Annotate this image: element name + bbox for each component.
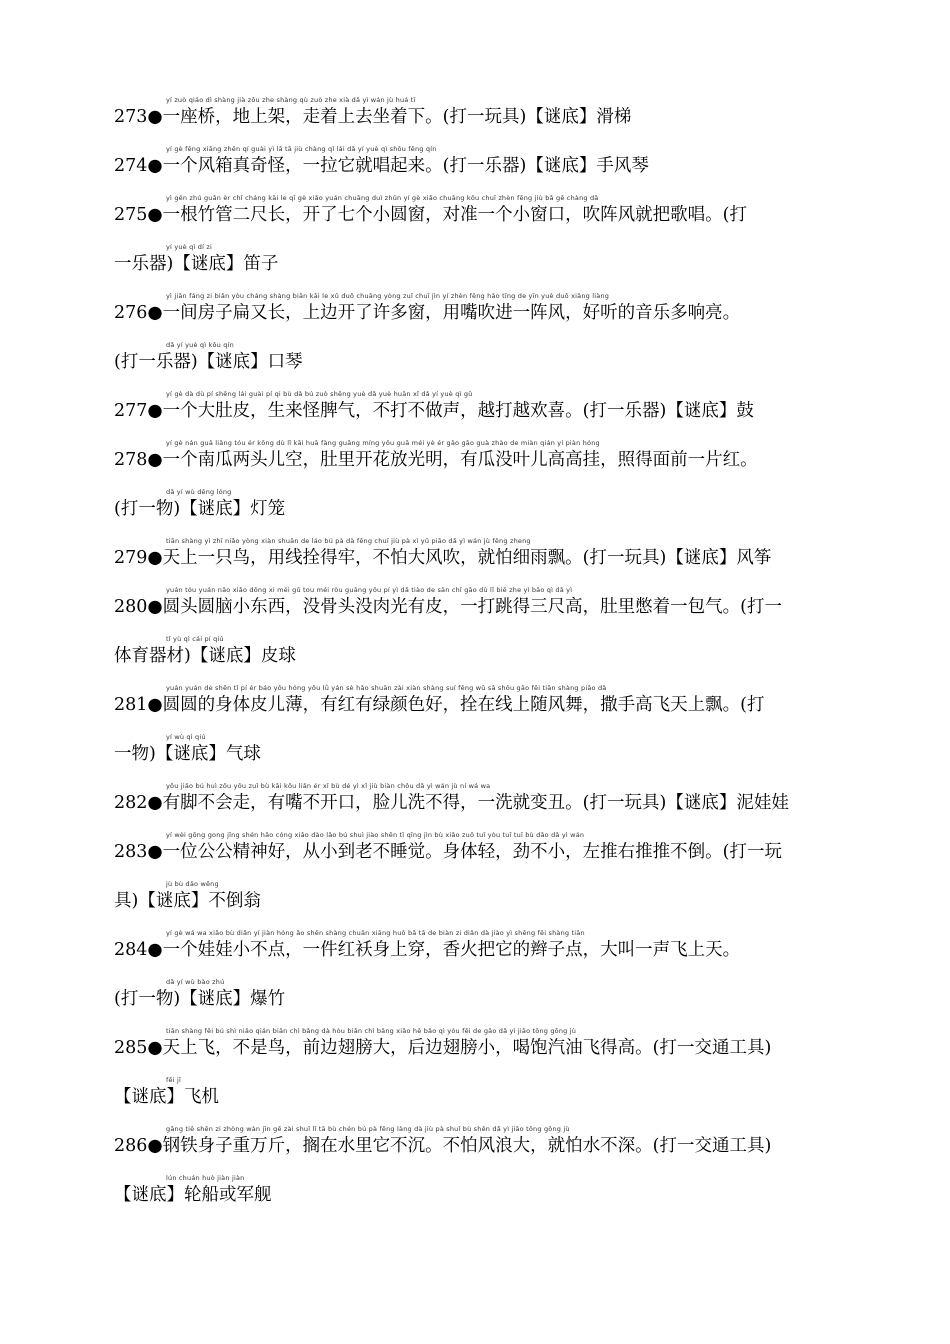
pinyin-annotation: yí wù qì qiú bbox=[166, 733, 206, 741]
pinyin-annotation: yì jiān fáng zi biǎn yòu cháng shàng biān kāi le xǔ duō chuāng yòng zuǐ chuī jìn yí zhèn fēng hǎo tīng de yīn yuè duō xiǎng liàng bbox=[166, 292, 610, 300]
riddle-line bbox=[114, 96, 862, 129]
riddle-item bbox=[114, 684, 862, 782]
riddle-text: 276●一间房子扁又长，上边开了许多窗，用嘴吹进一阵风，好听的音乐多响亮。 bbox=[114, 303, 741, 323]
riddle-text: 体育器材)【谜底】皮球 bbox=[114, 646, 296, 666]
riddle-text: 281●圆圆的身体皮儿薄，有红有绿颜色好，拴在线上随风舞，撒手高飞天上飘。(打 bbox=[114, 695, 765, 715]
pinyin-annotation: yí wèi gōng gong jīng shén hǎo cóng xiǎo dào lǎo bú shuì jiào shēn tǐ qīng jìn bù xiǎo zuǒ tuī yòu tuī tuī bù dǎo dǎ yì wán bbox=[166, 831, 585, 839]
riddle-line bbox=[114, 929, 862, 962]
riddle-text: 280●圆头圆脑小东西，没骨头没肉光有皮，一打跳得三尺高，肚里憋着一包气。(打一 bbox=[114, 597, 782, 617]
pinyin-annotation: yì gēn zhú guǎn èr chǐ cháng kāi le qī gè xiǎo yuán chuāng duì zhǔn yí gè xiǎo chuāng kǒu chuī zhèn fēng jiù bǎ gē chàng dǎ bbox=[166, 194, 599, 202]
riddle-item bbox=[114, 586, 862, 684]
riddle-line bbox=[114, 390, 862, 423]
riddle-text: 278●一个南瓜两头儿空，肚里开花放光明，有瓜没叶儿高高挂，照得面前一片红。 bbox=[114, 450, 758, 470]
riddle-text: 286●钢铁身子重万斤，搁在水里它不沉。不怕风浪大，就怕水不深。(打一交通工具) bbox=[114, 1136, 772, 1156]
pinyin-annotation: gāng tiě shēn zi zhòng wàn jīn gē zài shuǐ lǐ tā bù chén bú pà fēng làng dà jiù pà shuǐ bù shēn dǎ yì jiāo tōng gōng jù bbox=[166, 1125, 570, 1133]
pinyin-annotation: dǎ yí wù dēng lóng bbox=[166, 488, 232, 496]
riddle-item bbox=[114, 292, 862, 390]
pinyin-annotation: tiān shàng fēi bú shì niǎo qián biān chì bǎng dà hòu biān chì bǎng xiǎo hē bǎo qì yóu fēi de gāo dǎ yì jiāo tōng gōng jù bbox=[166, 1027, 577, 1035]
pinyin-annotation: lún chuán huò jiàn jiàn bbox=[166, 1174, 245, 1182]
pinyin-annotation: yí zuò qiáo dì shàng jià zǒu zhe shàng qù zuò zhe xià dǎ yì wán jù huá tī bbox=[166, 96, 416, 104]
riddle-line bbox=[114, 145, 862, 178]
riddle-item bbox=[114, 194, 862, 292]
riddle-item bbox=[114, 96, 862, 145]
riddle-text: 【谜底】轮船或军舰 bbox=[114, 1185, 272, 1205]
riddle-text: (打一物)【谜底】灯笼 bbox=[114, 499, 286, 519]
pinyin-annotation: yí gè dà dù pí shēng lái guài pí qi bù dǎ bú zuò shēng yuè dǎ yuè huān xǐ dǎ yí yuè qì gǔ bbox=[166, 390, 473, 398]
pinyin-annotation: tǐ yù qì cái pí qiú bbox=[166, 635, 224, 643]
pinyin-annotation: yí gè fēng xiāng zhēn qí guài yì lā tā jiù chàng qǐ lái dǎ yí yuè qì shǒu fēng qín bbox=[166, 145, 437, 153]
pinyin-annotation: yí yuè qì dí zi bbox=[166, 243, 212, 251]
pinyin-annotation: yuán yuán de shēn tǐ pí ér báo yǒu hóng yǒu lǜ yán sè hǎo shuān zài xiàn shàng suí fēng wǔ sā shǒu gāo fēi tiān shàng piāo dǎ bbox=[166, 684, 607, 692]
pinyin-annotation: yǒu jiǎo bú huì zǒu yǒu zuǐ bù kāi kǒu liǎn ér xǐ bù dé yì xǐ jiù biàn chǒu dǎ yì wán jù ní wá wa bbox=[166, 782, 491, 790]
riddle-line bbox=[114, 733, 862, 766]
riddle-text: 285●天上飞，不是鸟，前边翅膀大，后边翅膀小，喝饱汽油飞得高。(打一交通工具) bbox=[114, 1038, 772, 1058]
riddle-line bbox=[114, 243, 862, 276]
pinyin-annotation: tiān shàng yì zhī niǎo yòng xiàn shuān de láo bú pà dà fēng chuī jiù pà xì yǔ piāo dǎ yì wán jù fēng zheng bbox=[166, 537, 531, 545]
riddle-item bbox=[114, 537, 862, 586]
riddle-text: (打一乐器)【谜底】口琴 bbox=[114, 352, 303, 372]
riddle-item bbox=[114, 782, 862, 831]
riddle-text: 274●一个风箱真奇怪，一拉它就唱起来。(打一乐器)【谜底】手风琴 bbox=[114, 156, 649, 176]
pinyin-annotation: fēi jī bbox=[166, 1076, 181, 1084]
riddle-line bbox=[114, 537, 862, 570]
riddle-text: 283●一位公公精神好，从小到老不睡觉。身体轻，劲不小，左推右推推不倒。(打一玩 bbox=[114, 842, 782, 862]
riddle-text: 一乐器)【谜底】笛子 bbox=[114, 254, 279, 274]
riddle-text: 284●一个娃娃小不点，一件红袄身上穿，香火把它的辫子点，大叫一声飞上天。 bbox=[114, 940, 741, 960]
riddle-text: 275●一根竹管二尺长，开了七个小圆窗，对准一个小窗口，吹阵风就把歌唱。(打 bbox=[114, 205, 747, 225]
riddle-line bbox=[114, 635, 862, 668]
riddle-item bbox=[114, 145, 862, 194]
riddle-line bbox=[114, 439, 862, 472]
pinyin-annotation: yí gè wá wa xiǎo bù diǎn yí jiàn hóng ǎo shēn shàng chuān xiāng huǒ bǎ tā de biàn zi diǎn dà jiào yì shēng fēi shàng tiān bbox=[166, 929, 585, 937]
riddle-item bbox=[114, 390, 862, 439]
riddle-item bbox=[114, 1027, 862, 1125]
riddle-text: 【谜底】飞机 bbox=[114, 1087, 219, 1107]
riddle-item bbox=[114, 929, 862, 1027]
riddle-text: 具)【谜底】不倒翁 bbox=[114, 891, 261, 911]
pinyin-annotation: jù bù dǎo wēng bbox=[166, 880, 219, 888]
pinyin-annotation: yí gè nán guā liǎng tóu ér kōng dù lǐ kāi huā fàng guāng míng yǒu guā méi yè ér gāo gāo guà zhào de miàn qián yí piàn hóng bbox=[166, 439, 600, 447]
riddle-text: 273●一座桥，地上架，走着上去坐着下。(打一玩具)【谜底】滑梯 bbox=[114, 107, 632, 127]
riddle-text: 282●有脚不会走，有嘴不开口，脸儿洗不得，一洗就变丑。(打一玩具)【谜底】泥娃娃 bbox=[114, 793, 789, 813]
riddle-line bbox=[114, 586, 862, 619]
riddle-item bbox=[114, 1125, 862, 1207]
riddle-item bbox=[114, 831, 862, 929]
riddle-line bbox=[114, 1076, 862, 1109]
riddle-line bbox=[114, 978, 862, 1011]
riddle-line bbox=[114, 1027, 862, 1060]
riddle-line bbox=[114, 880, 862, 913]
riddle-line bbox=[114, 194, 862, 227]
riddle-line bbox=[114, 1174, 862, 1207]
riddle-line bbox=[114, 292, 862, 325]
riddle-line bbox=[114, 684, 862, 717]
riddle-line bbox=[114, 488, 862, 521]
riddle-item bbox=[114, 439, 862, 537]
riddle-text: 一物)【谜底】气球 bbox=[114, 744, 261, 764]
riddle-line bbox=[114, 341, 862, 374]
riddle-line bbox=[114, 782, 862, 815]
riddle-line bbox=[114, 1125, 862, 1158]
riddle-text: 277●一个大肚皮，生来怪脾气，不打不做声，越打越欢喜。(打一乐器)【谜底】鼓 bbox=[114, 401, 754, 421]
riddle-text: 279●天上一只鸟，用线拴得牢，不怕大风吹，就怕细雨飘。(打一玩具)【谜底】风筝 bbox=[114, 548, 772, 568]
riddle-text: (打一物)【谜底】爆竹 bbox=[114, 989, 286, 1009]
pinyin-annotation: dǎ yí yuè qì kǒu qín bbox=[166, 341, 234, 349]
riddle-list bbox=[114, 96, 862, 1207]
pinyin-annotation: dǎ yí wù bào zhú bbox=[166, 978, 225, 986]
riddle-line bbox=[114, 831, 862, 864]
pinyin-annotation: yuán tóu yuán nǎo xiǎo dōng xi méi gǔ tou méi ròu guāng yǒu pí yì dǎ tiào de sān chǐ gāo dù lǐ biē zhe yì bāo qì dǎ yì bbox=[166, 586, 573, 594]
